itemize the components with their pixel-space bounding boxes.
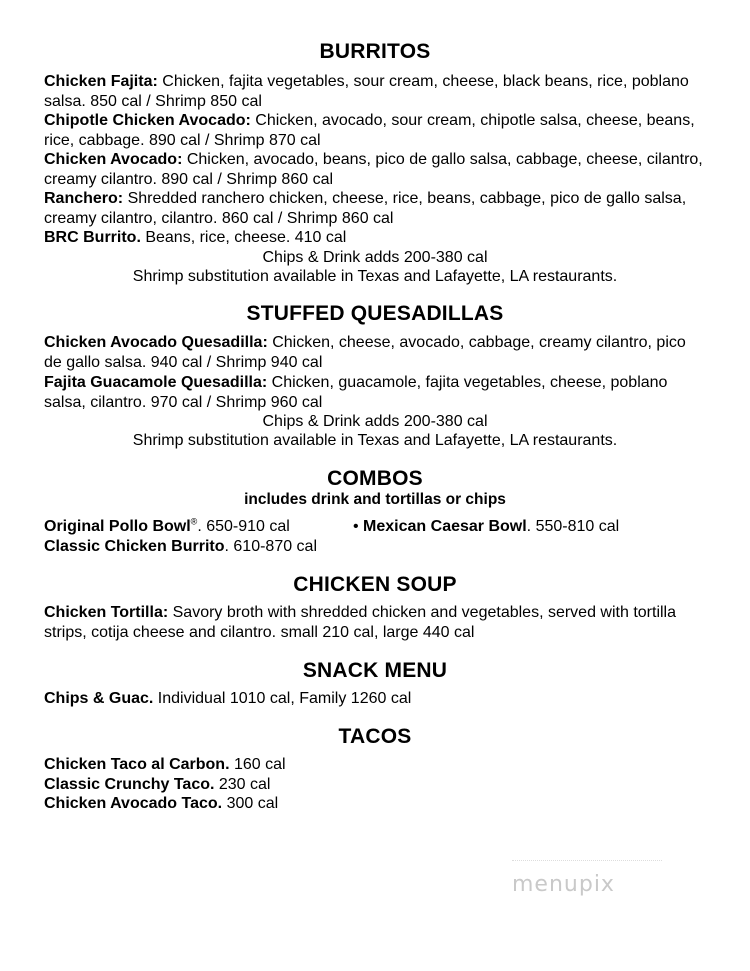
menu-item-chicken-tortilla xyxy=(44,603,706,642)
item-name: Fajita Guacamole Quesadilla: xyxy=(44,374,268,391)
item-name: Chicken Fajita: xyxy=(44,73,158,90)
menu-item-chicken-avocado-quesadilla xyxy=(44,333,706,372)
burritos-shrimp-note: Shrimp substitution available in Texas and Lafayette, LA restaurants. xyxy=(132,268,618,285)
quesadillas-heading: STUFFED QUESADILLAS xyxy=(246,302,504,325)
menu-item-chicken-avocado-taco xyxy=(44,794,706,814)
item-desc: Beans, rice, cheese. 410 cal xyxy=(140,229,347,246)
menupix-watermark: menupix xyxy=(512,872,615,897)
item-desc: 160 cal xyxy=(229,756,286,773)
item-name: BRC Burrito. xyxy=(44,229,141,246)
tacos-heading: TACOS xyxy=(338,725,412,748)
watermark-divider xyxy=(512,860,662,861)
item-name: Chicken Avocado Quesadilla: xyxy=(44,334,268,351)
menu-item-chips-guac xyxy=(44,689,706,709)
menu-item-classic-crunchy-taco xyxy=(44,775,706,795)
item-name: Chicken Taco al Carbon. xyxy=(44,756,230,773)
menu-item-ranchero xyxy=(44,189,706,228)
bullet: • xyxy=(353,518,364,535)
item-cal: . 550-810 cal xyxy=(526,518,620,535)
item-cal: . 610-870 cal xyxy=(224,538,318,555)
item-desc: Shredded ranchero chicken, cheese, rice, beans, cabbage, pico de gallo salsa, creamy cilantro, cilantro. 860 cal / Shrimp 860 cal xyxy=(44,190,687,227)
menu-item-fajita-guacamole-quesadilla xyxy=(44,373,706,412)
combo-classic-chicken-burrito xyxy=(44,537,317,557)
menu-item-chicken-fajita xyxy=(44,72,706,111)
item-desc: Chicken, avocado, sour cream, chipotle salsa, cheese, beans, rice, cabbage. 890 cal / Shrimp 870 cal xyxy=(44,112,695,149)
item-name: Original Pollo Bowl xyxy=(44,518,191,535)
menu-item-chicken-taco-al-carbon xyxy=(44,755,706,775)
burritos-chips-note: Chips & Drink adds 200-380 cal xyxy=(262,249,488,266)
item-name: Chicken Avocado: xyxy=(44,151,183,168)
menu-item-chipotle-chicken-avocado xyxy=(44,111,706,150)
burritos-heading: BURRITOS xyxy=(319,40,431,63)
item-desc: Savory broth with shredded chicken and vegetables, served with tortilla strips, cotija cheese and cilantro. small 210 cal, large 440 cal xyxy=(44,604,676,641)
item-name: Chicken Tortilla: xyxy=(44,604,169,621)
item-desc: Chicken, guacamole, fajita vegetables, cheese, poblano salsa, cilantro. 970 cal / Shrimp 960 cal xyxy=(44,374,668,411)
item-cal: . 650-910 cal xyxy=(197,518,290,535)
quesadillas-shrimp-note: Shrimp substitution available in Texas and Lafayette, LA restaurants. xyxy=(132,432,618,449)
snack-heading: SNACK MENU xyxy=(302,659,448,682)
item-name: Chipotle Chicken Avocado: xyxy=(44,112,251,129)
registered-mark: ® xyxy=(190,516,198,527)
quesadillas-chips-note: Chips & Drink adds 200-380 cal xyxy=(262,413,488,430)
item-name: Classic Crunchy Taco. xyxy=(44,776,215,793)
soup-heading: CHICKEN SOUP xyxy=(293,573,457,596)
item-desc: 300 cal xyxy=(222,795,279,812)
menu-item-chicken-avocado xyxy=(44,150,706,189)
combo-original-pollo-bowl xyxy=(44,517,290,537)
item-name: Classic Chicken Burrito xyxy=(44,538,225,555)
menu-item-brc-burrito xyxy=(44,228,706,248)
item-name: Chicken Avocado Taco. xyxy=(44,795,223,812)
item-name: Chips & Guac. xyxy=(44,690,154,707)
item-desc: Chicken, fajita vegetables, sour cream, cheese, black beans, rice, poblano salsa. 850 cal / Shrimp 850 cal xyxy=(44,73,689,110)
item-desc: 230 cal xyxy=(214,776,271,793)
combos-heading: COMBOS xyxy=(327,467,423,490)
combos-subheading: includes drink and tortillas or chips xyxy=(244,491,506,508)
item-desc: Chicken, cheese, avocado, cabbage, creamy cilantro, pico de gallo salsa. 940 cal / Shrimp 940 cal xyxy=(44,334,686,371)
item-desc: Individual 1010 cal, Family 1260 cal xyxy=(153,690,412,707)
item-name: Ranchero: xyxy=(44,190,124,207)
combo-mexican-caesar-bowl xyxy=(353,517,619,537)
item-name: Mexican Caesar Bowl xyxy=(363,518,527,535)
item-desc: Chicken, avocado, beans, pico de gallo salsa, cabbage, cheese, cilantro, creamy cilantro. 890 cal / Shrimp 860 cal xyxy=(44,151,703,188)
